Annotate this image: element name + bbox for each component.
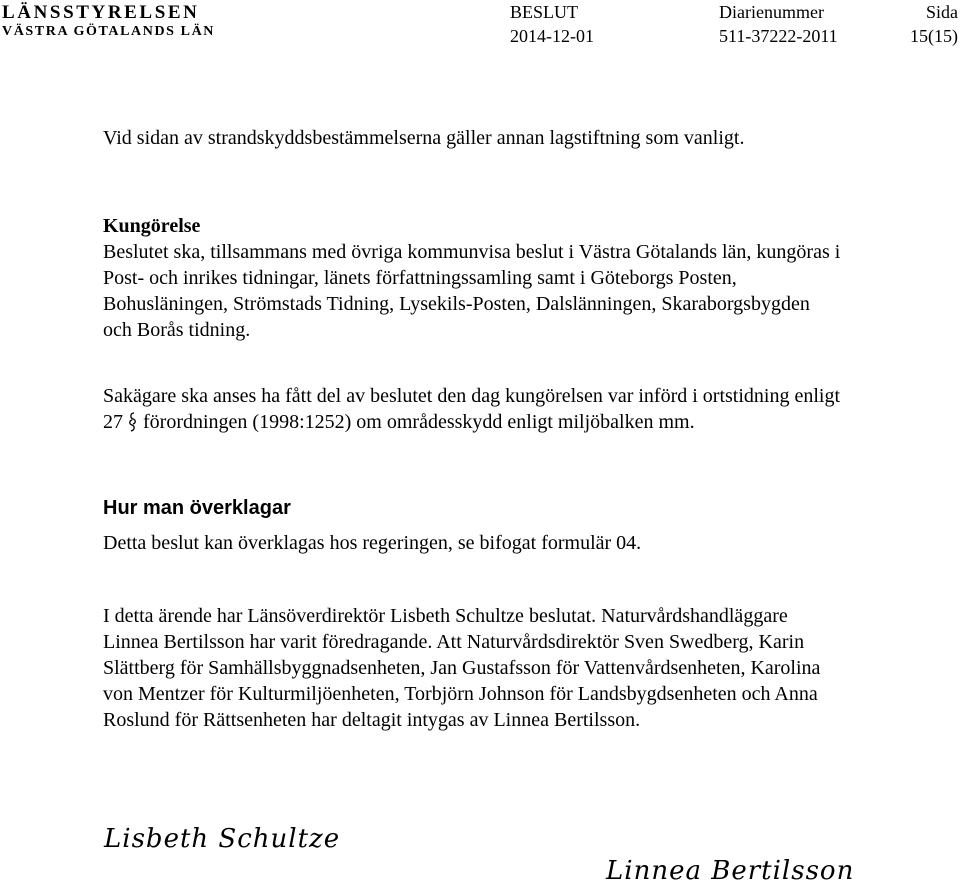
signature-lisbeth-schultze: Lisbeth Schultze <box>104 824 341 854</box>
header-page-column <box>880 0 958 48</box>
org-region: VÄSTRA GÖTALANDS LÄN <box>2 24 215 39</box>
kungorelse-section <box>103 213 843 343</box>
sakagare-text-end: förordningen (1998:1252) om områdesskydd enligt miljöbalken mm. <box>138 411 695 433</box>
page-label: Sida <box>925 2 958 22</box>
intro-paragraph: Vid sidan av strandskyddsbestämmelserna gäller annan lagstiftning som vanligt. <box>103 127 745 149</box>
header-reg-column <box>719 0 838 48</box>
doc-date: 2014-12-01 <box>510 26 594 46</box>
sakagare-paragraph <box>103 383 843 435</box>
header-doc-type-column <box>510 0 594 48</box>
overklagar-paragraph: Detta beslut kan överklagas hos regeringen, se bifogat formulär 04. <box>103 532 642 554</box>
reg-number: 511-37222-2011 <box>719 26 838 46</box>
kungorelse-heading: Kungörelse <box>103 215 201 237</box>
decision-makers-paragraph: I detta ärende har Länsöverdirektör Lisbeth Schultze beslutat. Naturvårdshandläggare Linnea Bertilsson har varit föredragande. Att Naturvårdsdirektör Sven Swedberg, Karin Slättberg för Samhällsbyggnadsenheten, Jan Gustafsson för Vattenvårdsenheten, Karolina von Mentzer för Kulturmiljöenheten, Torbjörn Johnson för Landsbygdsenheten och Anna Roslund för Rättsenheten har deltagit intygas av Linnea Bertilsson. <box>103 605 821 731</box>
org-name: LÄNSSTYRELSEN <box>2 2 200 23</box>
letterhead-logo <box>2 2 215 41</box>
doc-type: BESLUT <box>510 2 579 22</box>
overklagar-heading: Hur man överklagar <box>103 497 291 519</box>
signature-linnea-bertilsson: Linnea Bertilsson <box>606 856 855 886</box>
page-number: 15(15) <box>910 26 958 46</box>
reg-label: Diarienummer <box>719 2 824 22</box>
sakagare-text-start: Sakägare ska anses ha fått del av beslutet den dag kungörelsen var införd i ortstidning enligt 27 <box>103 385 841 433</box>
section-sign-icon <box>128 411 138 433</box>
kungorelse-paragraph: Beslutet ska, tillsammans med övriga kommunvisa beslut i Västra Götalands län, kungöras i Post- och inrikes tidningar, länets författningssamling samt i Göteborgs Posten, Bohusläningen, Strömstads Tidning, Lysekils-Posten, Dalslänningen, Skaraborgsbygden och Borås tidning. <box>103 241 841 341</box>
